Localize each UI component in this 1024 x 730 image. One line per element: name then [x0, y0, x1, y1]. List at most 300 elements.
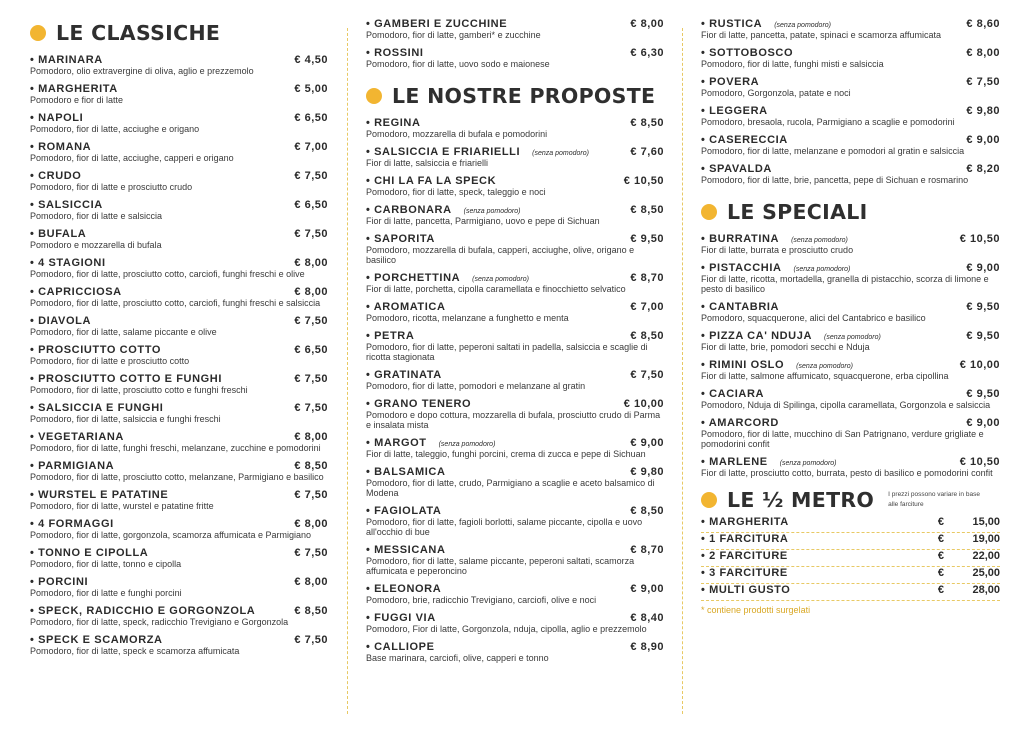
menu-item-price: € 6,50 — [294, 199, 328, 211]
menu-item-note: (senza pomodoro) — [532, 150, 589, 157]
menu-item-description: Pomodoro, fior di latte, fagioli borlotti, salame piccante, cipolla e uovo all'occhio di bue — [366, 517, 643, 537]
menu-item-row — [30, 547, 328, 559]
section-heading-metro — [701, 488, 1000, 512]
menu-item-price: € 8,50 — [294, 460, 328, 472]
menu-item-name: • SPAVALDA — [701, 163, 772, 175]
menu-item-row — [701, 18, 1000, 30]
menu-item-price: € 8,40 — [630, 612, 664, 624]
menu-item-price: € 7,50 — [294, 547, 328, 559]
menu-item-price: € 7,50 — [294, 634, 328, 646]
menu-item-price: € 8,00 — [294, 576, 328, 588]
menu-item — [366, 437, 664, 459]
menu-item-price: € 10,50 — [959, 233, 1000, 245]
menu-item-row — [366, 544, 664, 556]
menu-item-price: € 9,00 — [630, 583, 664, 595]
menu-item-row — [701, 388, 1000, 400]
menu-item-name: • SAPORITA — [366, 233, 435, 245]
metro-item-currency: € — [937, 567, 944, 579]
metro-price-row — [701, 584, 1000, 601]
menu-item-name: • PORCINI — [30, 576, 89, 588]
menu-item-price: € 9,50 — [966, 388, 1000, 400]
menu-item-price: € 8,50 — [630, 330, 664, 342]
menu-item-row — [366, 47, 664, 59]
menu-item-description: Pomodoro, fior di latte, melanzane e pomodori al gratin e salsiccia — [701, 146, 965, 156]
menu-item-description: Pomodoro, squacquerone, alici del Cantabrico e basilico — [701, 313, 926, 323]
menu-item-description: Pomodoro, fior di latte, uovo sodo e maionese — [366, 59, 550, 69]
menu-item — [701, 105, 1000, 127]
menu-item-price: € 8,00 — [294, 431, 328, 443]
menu-item-row — [30, 402, 328, 414]
menu-item-name: • SALSICCIA — [30, 199, 103, 211]
metro-item-name: • MULTI GUSTO — [701, 584, 791, 596]
menu-item-name: • FAGIOLATA — [366, 505, 442, 517]
menu-item-price: € 7,00 — [630, 301, 664, 313]
menu-item-name: • AMARCORD — [701, 417, 779, 429]
metro-item-price: 19,00 — [972, 533, 1000, 545]
menu-item-price: € 8,50 — [630, 117, 664, 129]
menu-item-row — [366, 612, 664, 624]
menu-item-name: • REGINA — [366, 117, 421, 129]
menu-item-name: • MESSICANA — [366, 544, 446, 556]
menu-item-name: • CHI LA FA LA SPECK — [366, 175, 497, 187]
menu-item-price: € 8,00 — [294, 257, 328, 269]
frozen-products-footnote: * contiene prodotti surgelati — [701, 605, 811, 615]
menu-item — [30, 170, 328, 192]
menu-item-price: € 10,00 — [623, 398, 664, 410]
section-dot-icon — [701, 204, 717, 220]
menu-item-name: • MARLENE — [701, 456, 768, 468]
menu-item — [30, 54, 328, 76]
menu-item-description: Pomodoro, fior di latte e funghi porcini — [30, 588, 182, 598]
menu-item-row — [366, 466, 664, 478]
menu-item-name: • FUGGI VIA — [366, 612, 436, 624]
menu-item-row — [701, 359, 1000, 371]
menu-item-description: Pomodoro, fior di latte, gamberi* e zucchine — [366, 30, 541, 40]
menu-item-name: • PARMIGIANA — [30, 460, 115, 472]
menu-item-row — [366, 204, 664, 216]
menu-item-description: Fior di latte, salmone affumicato, squacquerone, erba cipollina — [701, 371, 949, 381]
menu-item-name: • PETRA — [366, 330, 415, 342]
menu-item-name: • PIZZA CA' NDUJA — [701, 330, 812, 342]
menu-item-row — [701, 330, 1000, 342]
menu-item-price: € 6,30 — [630, 47, 664, 59]
menu-item-price: € 10,00 — [959, 359, 1000, 371]
menu-item-description: Pomodoro, fior di latte, gorgonzola, scamorza affumicata e Parmigiano — [30, 530, 311, 540]
menu-item-price: € 8,50 — [630, 204, 664, 216]
menu-item — [701, 233, 1000, 255]
menu-item-description: Pomodoro, fior di latte, funghi misti e salsiccia — [701, 59, 884, 69]
menu-item-row — [701, 76, 1000, 88]
menu-item-price: € 7,50 — [294, 228, 328, 240]
menu-item-description: Pomodoro e mozzarella di bufala — [30, 240, 162, 250]
menu-item-description: Pomodoro, fior di latte e salsiccia — [30, 211, 163, 221]
menu-item-price: € 7,50 — [294, 315, 328, 327]
menu-item-name: • GAMBERI E ZUCCHINE — [366, 18, 508, 30]
menu-item-name: • SOTTOBOSCO — [701, 47, 794, 59]
metro-item-currency: € — [937, 516, 944, 528]
menu-item-row — [701, 134, 1000, 146]
menu-item-name: • CASERECCIA — [701, 134, 788, 146]
menu-item-description: Pomodoro, fior di latte, mucchino di San Patrignano, verdure grigliate e pomodorini confit — [701, 429, 984, 449]
menu-item-note: (senza pomodoro) — [438, 441, 496, 448]
menu-item-price: € 8,20 — [966, 163, 1000, 175]
menu-item-name: • CARBONARA — [366, 204, 452, 216]
menu-item-name: • SPECK, RADICCHIO E GORGONZOLA — [30, 605, 256, 617]
menu-item-description: Pomodoro, brie, radicchio Trevigiano, carciofi, olive e noci — [366, 595, 597, 605]
menu-item-row — [366, 18, 664, 30]
menu-item-description: Pomodoro, fior di latte, prosciutto cotto e funghi freschi — [30, 385, 248, 395]
menu-item-price: € 5,00 — [294, 83, 328, 95]
menu-item-price: € 7,50 — [294, 489, 328, 501]
menu-item-row — [30, 83, 328, 95]
menu-item-name: • ELEONORA — [366, 583, 442, 595]
column-divider — [682, 28, 683, 714]
menu-item — [366, 301, 664, 323]
menu-item-row — [366, 272, 664, 284]
menu-item-row — [366, 369, 664, 381]
menu-item-note: (senza pomodoro) — [774, 22, 832, 29]
menu-item-name: • PROSCIUTTO COTTO E FUNGHI — [30, 373, 222, 385]
menu-item-row — [366, 233, 664, 245]
menu-item-name: • PISTACCHIA — [701, 262, 782, 274]
menu-item-description: Fior di latte, brie, pomodori secchi e Nduja — [701, 342, 870, 352]
menu-item — [30, 286, 328, 308]
menu-item — [30, 605, 328, 627]
menu-item-name: • RUSTICA — [701, 18, 763, 30]
menu-item-price: € 4,50 — [294, 54, 328, 66]
menu-item-row — [30, 605, 328, 617]
menu-item-price: € 8,00 — [630, 18, 664, 30]
metro-price-row — [701, 533, 1000, 550]
menu-item-description: Pomodoro, fior di latte, acciughe e origano — [30, 124, 200, 134]
column-divider — [347, 28, 348, 714]
menu-item-description: Fior di latte, prosciutto cotto, burrata, pesto di basilico e pomodorini confit — [701, 468, 993, 478]
menu-item-description: Pomodoro, fior di latte, tonno e cipolla — [30, 559, 182, 569]
menu-item-row — [366, 117, 664, 129]
menu-item-price: € 8,00 — [294, 286, 328, 298]
metro-price-row — [701, 550, 1000, 567]
menu-item — [701, 47, 1000, 69]
menu-item — [366, 175, 664, 197]
menu-item — [30, 257, 328, 279]
menu-item-name: • VEGETARIANA — [30, 431, 124, 443]
section-title: LE SPECIALI — [727, 200, 868, 224]
menu-column-1 — [30, 18, 328, 663]
menu-item-price: € 9,50 — [630, 233, 664, 245]
menu-item-name: • ROMANA — [30, 141, 92, 153]
menu-item-row — [30, 431, 328, 443]
menu-item-price: € 9,00 — [966, 417, 1000, 429]
menu-item-row — [701, 456, 1000, 468]
menu-item-description: Fior di latte, porchetta, cipolla caramellata e finocchietto selvatico — [366, 284, 626, 294]
menu-item-row — [30, 489, 328, 501]
menu-item — [30, 634, 328, 656]
menu-item-description: Fior di latte, ricotta, mortadella, granella di pistacchio, scorza di limone e pesto di basilico — [701, 274, 989, 294]
menu-item-price: € 8,90 — [630, 641, 664, 653]
menu-item — [366, 233, 664, 265]
menu-item — [30, 402, 328, 424]
menu-item-name: • CALLIOPE — [366, 641, 435, 653]
menu-item — [30, 315, 328, 337]
menu-item-name: • 4 STAGIONI — [30, 257, 106, 269]
menu-item-description: Pomodoro, Nduja di Spilinga, cipolla caramellata, Gorgonzola e salsiccia — [701, 400, 991, 410]
menu-item-row — [701, 47, 1000, 59]
menu-item-price: € 7,50 — [966, 76, 1000, 88]
menu-item-row — [366, 437, 664, 449]
metro-item-price: 15,00 — [972, 516, 1000, 528]
menu-item-name: • SPECK E SCAMORZA — [30, 634, 163, 646]
menu-item — [701, 76, 1000, 98]
menu-item — [366, 204, 664, 226]
menu-item-row — [701, 301, 1000, 313]
menu-item-name: • TONNO E CIPOLLA — [30, 547, 149, 559]
menu-item-description: Pomodoro, fior di latte, salame piccante, peperoni saltati, scamorza affumicata e peperoncino — [366, 556, 635, 576]
menu-item-description: Fior di latte, burrata e prosciutto crudo — [701, 245, 854, 255]
menu-item-name: • BURRATINA — [701, 233, 780, 245]
menu-item-row — [30, 286, 328, 298]
menu-item-price: € 7,60 — [630, 146, 664, 158]
menu-item — [366, 272, 664, 294]
menu-item-row — [701, 163, 1000, 175]
section-title: LE ½ METRO — [727, 488, 875, 512]
menu-item-description: Pomodoro, ricotta, melanzane a funghetto e menta — [366, 313, 569, 323]
menu-item — [366, 18, 664, 40]
menu-item-description: Pomodoro, fior di latte, funghi freschi, melanzane, zucchine e pomodorini — [30, 443, 321, 453]
metro-item-currency: € — [937, 584, 944, 596]
menu-item — [701, 330, 1000, 352]
menu-item-row — [701, 417, 1000, 429]
section-heading — [30, 18, 328, 48]
menu-item — [30, 518, 328, 540]
menu-item-row — [701, 233, 1000, 245]
menu-item — [366, 544, 664, 576]
menu-item-row — [30, 170, 328, 182]
menu-item-description: Pomodoro, olio extravergine di oliva, aglio e prezzemolo — [30, 66, 254, 76]
menu-item-row — [366, 641, 664, 653]
menu-item-name: • RIMINI OSLO — [701, 359, 785, 371]
menu-item-price: € 9,00 — [630, 437, 664, 449]
menu-item — [30, 373, 328, 395]
menu-item-description: Pomodoro, fior di latte, salame piccante e olive — [30, 327, 217, 337]
menu-item-description: Pomodoro, fior di latte, salsiccia e funghi freschi — [30, 414, 221, 424]
metro-item-name: • 1 FARCITURA — [701, 533, 789, 545]
section-heading — [366, 81, 664, 111]
menu-item-row — [30, 257, 328, 269]
menu-item-note: (senza pomodoro) — [463, 208, 521, 215]
menu-item-name: • ROSSINI — [366, 47, 424, 59]
menu-item-description: Fior di latte, salsiccia e friarielli — [366, 158, 489, 168]
menu-item-description: Base marinara, carciofi, olive, capperi e tonno — [366, 653, 549, 663]
menu-item-description: Pomodoro, fior di latte, brie, pancetta, pepe di Sichuan e rosmarino — [701, 175, 969, 185]
menu-item-name: • BALSAMICA — [366, 466, 446, 478]
menu-item-name: • DIAVOLA — [30, 315, 91, 327]
menu-item-price: € 9,00 — [966, 134, 1000, 146]
metro-item-name: • 3 FARCITURE — [701, 567, 788, 579]
menu-item-name: • PROSCIUTTO COTTO — [30, 344, 161, 356]
menu-item — [366, 146, 664, 168]
menu-item-note: (senza pomodoro) — [796, 363, 853, 370]
metro-item-currency: € — [937, 533, 944, 545]
menu-item — [30, 431, 328, 453]
menu-item — [30, 344, 328, 366]
section-heading — [701, 197, 1000, 227]
menu-item — [30, 141, 328, 163]
menu-item-description: Fior di latte, pancetta, patate, spinaci e scamorza affumicata — [701, 30, 941, 40]
menu-item-price: € 7,00 — [294, 141, 328, 153]
section-dot-icon — [30, 25, 46, 41]
menu-item-note: (senza pomodoro) — [791, 237, 848, 244]
menu-item — [30, 228, 328, 250]
menu-item-price: € 9,00 — [966, 262, 1000, 274]
menu-item-description: Pomodoro e dopo cottura, mozzarella di bufala, prosciutto crudo di Parma e insalata mista — [366, 410, 661, 430]
menu-item-description: Pomodoro e fior di latte — [30, 95, 124, 105]
menu-item-row — [30, 373, 328, 385]
menu-item-description: Pomodoro, fior di latte, speck e scamorza affumicata — [30, 646, 240, 656]
menu-item — [701, 359, 1000, 381]
menu-item-row — [30, 228, 328, 240]
menu-item — [366, 466, 664, 498]
menu-item-description: Fior di latte, taleggio, funghi porcini, crema di zucca e pepe di Sichuan — [366, 449, 646, 459]
menu-item — [701, 417, 1000, 449]
menu-item-name: • CAPRICCIOSA — [30, 286, 122, 298]
menu-item — [30, 576, 328, 598]
menu-item — [366, 641, 664, 663]
menu-column-2 — [366, 18, 664, 670]
menu-item-price: € 9,80 — [966, 105, 1000, 117]
menu-item-row — [366, 146, 664, 158]
menu-item-description: Pomodoro, fior di latte, prosciutto cotto, melanzane, Parmigiano e basilico — [30, 472, 324, 482]
menu-item — [366, 398, 664, 430]
section-dot-icon — [366, 88, 382, 104]
menu-item-name: • BUFALA — [30, 228, 87, 240]
menu-item-name: • NAPOLI — [30, 112, 84, 124]
menu-item — [366, 47, 664, 69]
menu-item-description: Pomodoro, fior di latte, peperoni saltati in padella, salsiccia e scaglie di ricotta stagionata — [366, 342, 648, 362]
menu-item-note: (senza pomodoro) — [823, 334, 881, 341]
metro-price-row — [701, 567, 1000, 584]
menu-item-description: Pomodoro, fior di latte, prosciutto cotto, carciofi, funghi freschi e salsiccia — [30, 298, 321, 308]
menu-item — [30, 83, 328, 105]
metro-item-name: • MARGHERITA — [701, 516, 789, 528]
menu-item-name: • WURSTEL E PATATINE — [30, 489, 169, 501]
menu-item-row — [30, 199, 328, 211]
menu-column-3 — [701, 18, 1000, 615]
menu-item — [701, 134, 1000, 156]
menu-item-price: € 6,50 — [294, 344, 328, 356]
menu-item — [366, 369, 664, 391]
menu-item — [701, 18, 1000, 40]
menu-item-name: • CANTABRIA — [701, 301, 780, 313]
menu-item — [30, 489, 328, 511]
menu-item-price: € 9,80 — [630, 466, 664, 478]
menu-item-price: € 8,70 — [630, 544, 664, 556]
menu-item — [366, 330, 664, 362]
menu-item-name: • 4 FORMAGGI — [30, 518, 114, 530]
menu-item-description: Pomodoro, fior di latte, pomodori e melanzane al gratin — [366, 381, 586, 391]
menu-item — [30, 460, 328, 482]
menu-item-name: • POVERA — [701, 76, 760, 88]
menu-item-price: € 8,60 — [966, 18, 1000, 30]
menu-item-name: • PORCHETTINA — [366, 272, 461, 284]
menu-item-row — [30, 634, 328, 646]
menu-item-description: Pomodoro, Fior di latte, Gorgonzola, nduja, cipolla, aglio e prezzemolo — [366, 624, 647, 634]
menu-item-price: € 8,50 — [630, 505, 664, 517]
menu-item-name: • CACIARA — [701, 388, 765, 400]
menu-item-price: € 7,50 — [294, 373, 328, 385]
menu-item-description: Pomodoro, bresaola, rucola, Parmigiano a scaglie e pomodorini — [701, 117, 955, 127]
section-dot-icon — [701, 492, 717, 508]
menu-item — [366, 612, 664, 634]
menu-item-row — [701, 105, 1000, 117]
menu-item-description: Pomodoro, fior di latte e prosciutto crudo — [30, 182, 193, 192]
menu-item-description: Pomodoro, fior di latte e prosciutto cotto — [30, 356, 190, 366]
menu-item-price: € 8,00 — [294, 518, 328, 530]
menu-item-row — [30, 315, 328, 327]
menu-item-name: • CRUDO — [30, 170, 82, 182]
metro-item-name: • 2 FARCITURE — [701, 550, 788, 562]
menu-item-price: € 7,50 — [630, 369, 664, 381]
menu-item-row — [30, 460, 328, 472]
menu-item-price: € 9,50 — [966, 330, 1000, 342]
menu-item-note: (senza pomodoro) — [793, 266, 851, 273]
menu-item — [30, 112, 328, 134]
menu-item-price: € 7,50 — [294, 170, 328, 182]
menu-item — [701, 456, 1000, 478]
menu-item-name: • SALSICCIA E FUNGHI — [30, 402, 164, 414]
menu-item-name: • LEGGERA — [701, 105, 768, 117]
menu-item-note: (senza pomodoro) — [779, 460, 837, 467]
menu-item — [701, 301, 1000, 323]
menu-item-row — [30, 141, 328, 153]
menu-item-description: Pomodoro, Gorgonzola, patate e noci — [701, 88, 851, 98]
menu-item-name: • AROMATICA — [366, 301, 446, 313]
menu-item-price: € 7,50 — [294, 402, 328, 414]
menu-item-row — [366, 583, 664, 595]
metro-item-price: 25,00 — [972, 567, 1000, 579]
menu-item — [701, 262, 1000, 294]
menu-item — [30, 199, 328, 221]
menu-item-description: Pomodoro, mozzarella di bufala e pomodorini — [366, 129, 548, 139]
menu-item-row — [366, 398, 664, 410]
menu-item-description: Pomodoro, mozzarella di bufala, capperi, acciughe, olive, origano e basilico — [366, 245, 635, 265]
menu-item-note: (senza pomodoro) — [472, 276, 529, 283]
menu-item-row — [366, 330, 664, 342]
menu-item-row — [366, 505, 664, 517]
menu-item-price: € 8,70 — [630, 272, 664, 284]
menu-item-name: • MARGHERITA — [30, 83, 118, 95]
menu-item-price: € 6,50 — [294, 112, 328, 124]
menu-item-row — [30, 576, 328, 588]
menu-item-name: • GRANO TENERO — [366, 398, 472, 410]
section-title: LE NOSTRE PROPOSTE — [392, 84, 656, 108]
metro-item-price: 22,00 — [972, 550, 1000, 562]
menu-item-name: • GRATINATA — [366, 369, 442, 381]
menu-item-name: • MARGOT — [366, 437, 427, 449]
menu-item-price: € 10,50 — [959, 456, 1000, 468]
section-title: LE CLASSICHE — [56, 21, 221, 45]
menu-item-price: € 8,00 — [966, 47, 1000, 59]
menu-item-price: € 8,50 — [294, 605, 328, 617]
menu-item — [701, 163, 1000, 185]
menu-item-row — [701, 262, 1000, 274]
menu-item-row — [30, 54, 328, 66]
menu-item-description: Pomodoro, fior di latte, speck, taleggio e noci — [366, 187, 546, 197]
menu-item-description: Pomodoro, fior di latte, speck, radicchio Trevigiano e Gorgonzola — [30, 617, 289, 627]
menu-item-row — [30, 344, 328, 356]
menu-item-description: Pomodoro, fior di latte, acciughe, capperi e origano — [30, 153, 234, 163]
metro-price-row — [701, 516, 1000, 533]
menu-item-description: Fior di latte, pancetta, Parmigiano, uovo e pepe di Sichuan — [366, 216, 600, 226]
